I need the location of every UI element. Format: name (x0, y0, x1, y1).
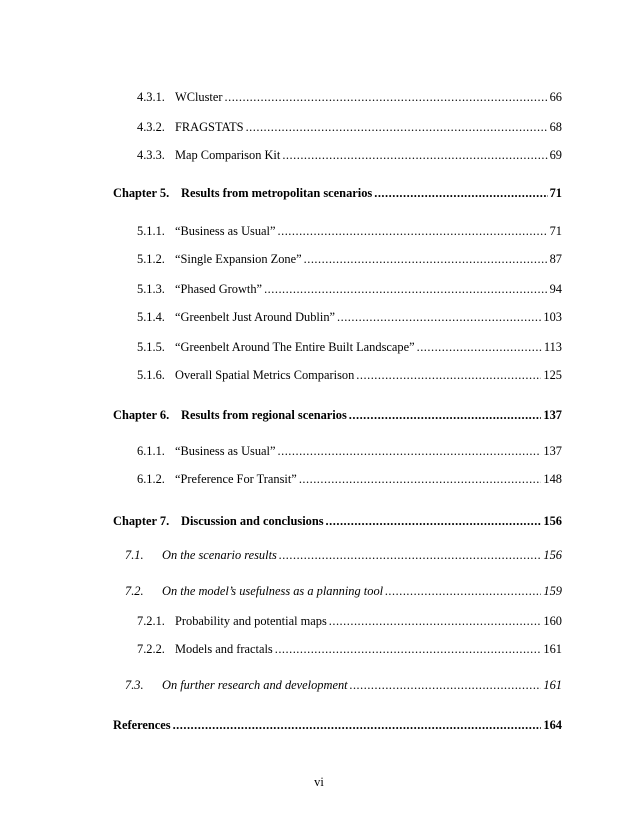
toc-entry-number: 6.1.1. (137, 444, 165, 458)
toc-entry-title: WCluster (175, 90, 223, 104)
toc-section-number: 7.1. (125, 548, 144, 562)
toc-entry-page: 160 (543, 614, 562, 628)
toc-entry-title: Map Comparison Kit (175, 148, 281, 162)
toc-entry-number: 7.2.1. (137, 614, 165, 628)
toc-entry-page: 113 (543, 340, 562, 354)
toc-chapter-number: Chapter 6. (113, 408, 170, 422)
toc-chapter-title: Results from metropolitan scenarios (181, 186, 373, 200)
toc-entry-number: 6.1.2. (137, 472, 165, 486)
toc-entry-number: 4.3.3. (137, 148, 165, 162)
dot-leader (279, 546, 542, 564)
toc-chapter-number: Chapter 7. (113, 514, 170, 528)
toc-entry-page: 161 (543, 642, 562, 656)
toc-chapter-5[interactable] (0, 184, 638, 202)
toc-entry-title: Models and fractals (175, 642, 273, 656)
toc-entry-number: 5.1.5. (137, 340, 165, 354)
dot-leader (326, 512, 542, 530)
dot-leader (282, 146, 547, 164)
dot-leader (350, 676, 542, 694)
toc-references[interactable] (0, 716, 638, 734)
toc-entry-7-2-2[interactable] (0, 640, 638, 658)
toc-entry-page: 94 (549, 282, 562, 296)
dot-leader (275, 640, 542, 658)
toc-chapter-page: 156 (543, 514, 562, 528)
toc-entry-page: 71 (549, 224, 562, 238)
toc-section-page: 159 (543, 584, 562, 598)
toc-entry-page: 125 (543, 368, 562, 382)
dot-leader (417, 338, 542, 356)
toc-entry-number: 5.1.4. (137, 310, 165, 324)
toc-entry-title: “Phased Growth” (175, 282, 263, 296)
dot-leader (225, 88, 548, 106)
dot-leader (374, 184, 547, 202)
toc-entry-5-1-6[interactable] (0, 366, 638, 384)
toc-section-title: On further research and development (162, 678, 348, 692)
toc-entry-number: 5.1.2. (137, 252, 165, 266)
toc-section-title: On the scenario results (162, 548, 277, 562)
toc-entry-5-1-2[interactable] (0, 250, 638, 268)
toc-section-7-3[interactable] (0, 676, 638, 694)
toc-entry-number: 7.2.2. (137, 642, 165, 656)
toc-section-7-1[interactable] (0, 546, 638, 564)
toc-entry-page: 87 (549, 252, 562, 266)
toc-entry-number: 5.1.3. (137, 282, 165, 296)
toc-entry-page: 68 (549, 120, 562, 134)
toc-section-page: 156 (543, 548, 562, 562)
toc-entry-number: 5.1.1. (137, 224, 165, 238)
toc-entry-page: 66 (549, 90, 562, 104)
dot-leader (349, 406, 542, 424)
toc-chapter-6[interactable] (0, 406, 638, 424)
toc-entry-number: 4.3.2. (137, 120, 165, 134)
toc-entry-title: FRAGSTATS (175, 120, 244, 134)
toc-entry-5-1-3[interactable] (0, 280, 638, 298)
dot-leader (356, 366, 541, 384)
toc-section-number: 7.2. (125, 584, 144, 598)
toc-entry-5-1-1[interactable] (0, 222, 638, 240)
toc-entry-5-1-5[interactable] (0, 338, 638, 356)
toc-references-title: References (113, 718, 171, 732)
toc-entry-6-1-1[interactable] (0, 442, 638, 460)
dot-leader (299, 470, 542, 488)
dot-leader (278, 222, 548, 240)
dot-leader (337, 308, 541, 326)
dot-leader (278, 442, 542, 460)
toc-section-title: On the model’s usefulness as a planning tool (162, 584, 384, 598)
toc-references-page: 164 (543, 718, 562, 732)
toc-chapter-7[interactable] (0, 512, 638, 530)
toc-entry-title: “Greenbelt Around The Entire Built Landscape” (175, 340, 415, 354)
toc-entry-page: 148 (543, 472, 562, 486)
toc-entry-page: 137 (543, 444, 562, 458)
toc-chapter-title: Discussion and conclusions (181, 514, 324, 528)
toc-entry-4-3-3[interactable] (0, 146, 638, 164)
page-number: vi (314, 775, 324, 789)
toc-entry-page: 69 (549, 148, 562, 162)
toc-entry-title: “Business as Usual” (175, 444, 276, 458)
dot-leader (173, 716, 542, 734)
toc-entry-4-3-1[interactable] (0, 88, 638, 106)
dot-leader (246, 118, 548, 136)
toc-entry-page: 103 (543, 310, 562, 324)
toc-chapter-number: Chapter 5. (113, 186, 170, 200)
dot-leader (304, 250, 548, 268)
toc-section-number: 7.3. (125, 678, 144, 692)
toc-entry-title: “Greenbelt Just Around Dublin” (175, 310, 336, 324)
toc-section-7-2[interactable] (0, 582, 638, 600)
dot-leader (264, 280, 548, 298)
toc-entry-4-3-2[interactable] (0, 118, 638, 136)
toc-entry-title: “Preference For Transit” (175, 472, 297, 486)
dot-leader (385, 582, 541, 600)
toc-entry-7-2-1[interactable] (0, 612, 638, 630)
toc-section-page: 161 (543, 678, 562, 692)
toc-entry-title: Overall Spatial Metrics Comparison (175, 368, 355, 382)
toc-chapter-page: 137 (543, 408, 562, 422)
toc-entry-title: “Single Expansion Zone” (175, 252, 302, 266)
toc-chapter-page: 71 (549, 186, 562, 200)
toc-entry-title: “Business as Usual” (175, 224, 276, 238)
toc-chapter-title: Results from regional scenarios (181, 408, 347, 422)
toc-entry-number: 5.1.6. (137, 368, 165, 382)
toc-entry-6-1-2[interactable] (0, 470, 638, 488)
toc-entry-number: 4.3.1. (137, 90, 165, 104)
dot-leader (329, 612, 542, 630)
toc-entry-5-1-4[interactable] (0, 308, 638, 326)
toc-entry-title: Probability and potential maps (175, 614, 327, 628)
